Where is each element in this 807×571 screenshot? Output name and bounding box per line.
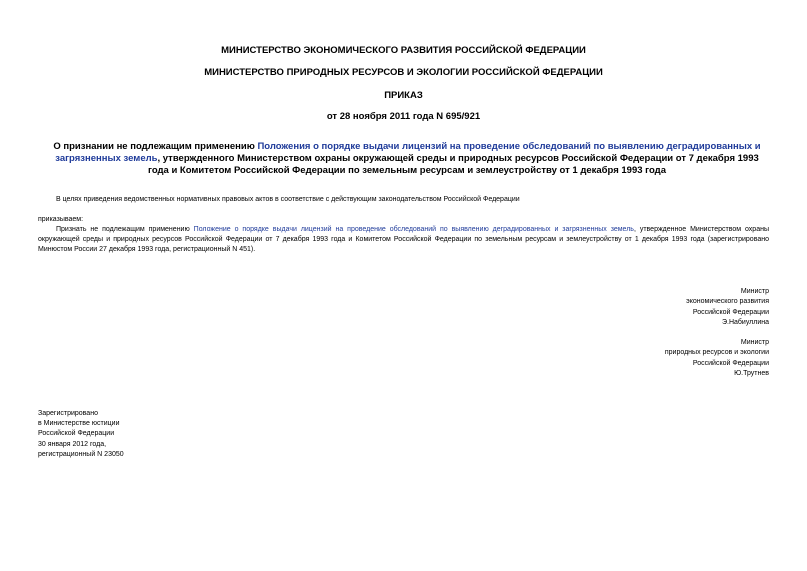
ministry-economic-development-heading: МИНИСТЕРСТВО ЭКОНОМИЧЕСКОГО РАЗВИТИЯ РОССИЙСКОЙ ФЕДЕРАЦИИ xyxy=(221,45,586,56)
ministry-natural-resources-heading: МИНИСТЕРСТВО ПРИРОДНЫХ РЕСУРСОВ И ЭКОЛОГИИ РОССИЙСКОЙ ФЕДЕРАЦИИ xyxy=(204,67,603,78)
signature-block-economic-development xyxy=(686,287,769,329)
signature-line: Российской Федерации xyxy=(692,308,769,316)
signature-line: Министр xyxy=(740,339,769,346)
signature-line: Российской Федерации xyxy=(692,359,769,367)
signature-block-natural-resources xyxy=(665,338,769,380)
registration-line: регистрационный N 23050 xyxy=(38,450,124,458)
signature-name: Э.Набиуллина xyxy=(721,319,769,327)
registration-line: в Министерстве юстиции xyxy=(38,420,120,428)
registration-block xyxy=(38,409,124,460)
clause-suffix: , утвержденное Министерством охраны окружающей среды и природных ресурсов Российской Федерации от 7 декабря 1993 года и Комитетом Российской Федерации по земельным ресурсам и землеустройству от 1 декабря 1993 года (зарегистрировано Минюстом России 27 декабря 1993 года, регистрационный N 451). xyxy=(38,226,769,253)
signature-line: Министр xyxy=(740,288,769,295)
title-regulation-link[interactable]: Положения о порядке выдачи лицензий на проведение обследований по выявлению деградированных и загрязненных земель xyxy=(55,141,761,164)
document-title xyxy=(44,141,770,177)
title-prefix: О признании не подлежащим применению xyxy=(53,141,258,152)
order-word: приказываем: xyxy=(38,216,84,223)
registration-line: 30 января 2012 года, xyxy=(38,440,107,448)
registration-line: Российской Федерации xyxy=(38,430,115,438)
clause-prefix: Признать не подлежащим применению xyxy=(56,226,194,233)
document-type-heading: ПРИКАЗ xyxy=(384,90,423,101)
preamble-text: В целях приведения ведомственных нормативных правовых актов в соответствие с действующим законодательством Российской Федерации xyxy=(56,196,520,203)
signature-line: природных ресурсов и экологии xyxy=(664,349,769,357)
signature-line: экономического развития xyxy=(686,298,769,306)
document-date-number: от 28 ноября 2011 года N 695/921 xyxy=(326,111,481,122)
signature-name: Ю.Трутнев xyxy=(734,370,769,378)
title-suffix: , утвержденного Министерством охраны окружающей среды и природных ресурсов Российской Федерации от 7 декабря 1993 года и Комитетом Российской Федерации по земельным ресурсам и землеустройству от 1 декабря 1993 года xyxy=(147,153,759,176)
registration-line: Зарегистрировано xyxy=(38,410,98,417)
order-clause xyxy=(38,225,769,255)
clause-regulation-link[interactable]: Положение о порядке выдачи лицензий на проведение обследований по выявлению деградированных и загрязненных земель xyxy=(193,226,634,233)
